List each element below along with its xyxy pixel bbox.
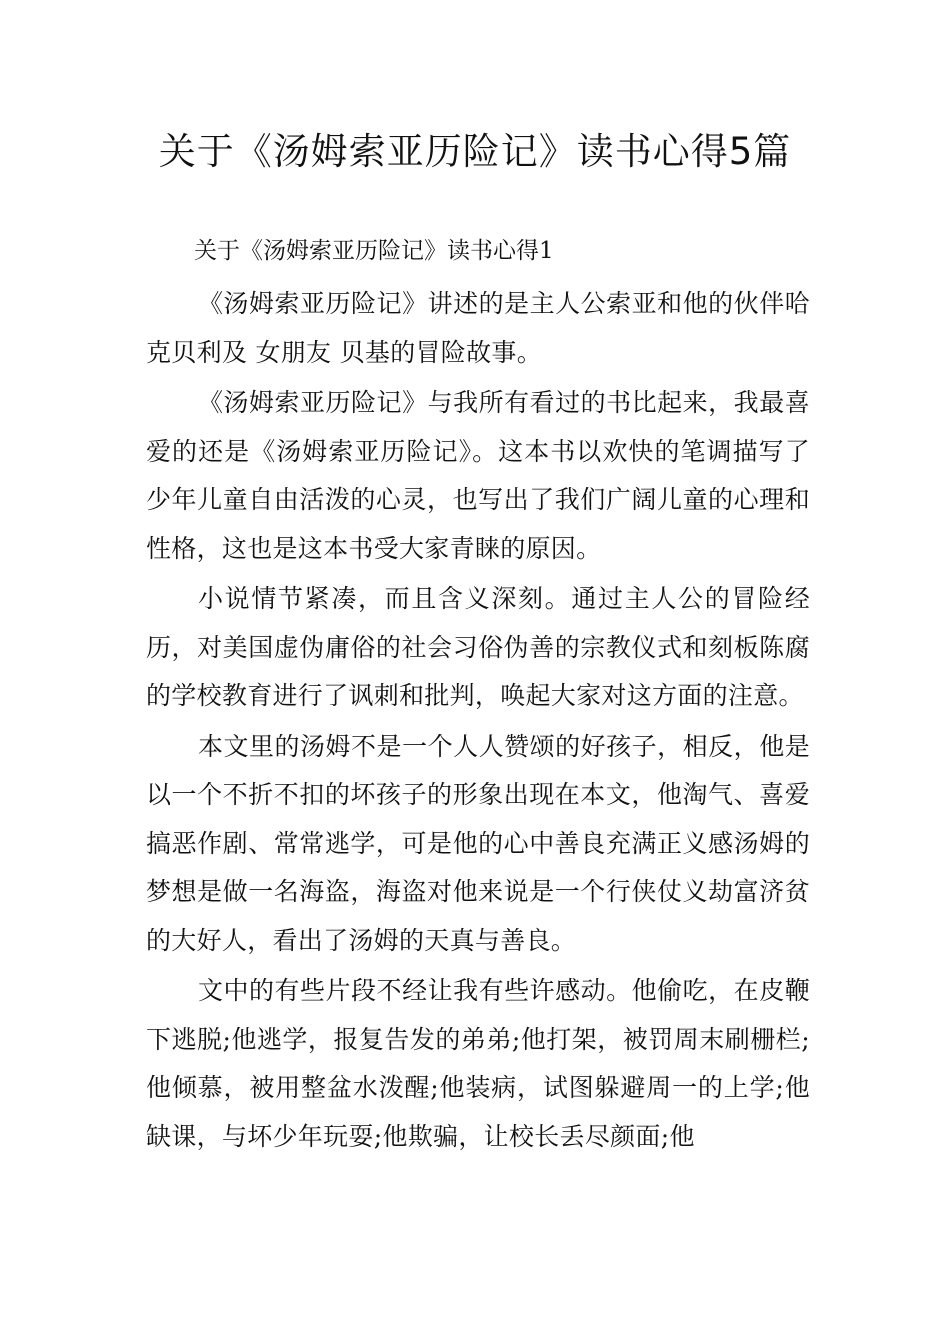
document-title: 关于《汤姆索亚历险记》读书心得5篇 (158, 130, 792, 173)
paragraph: 《汤姆索亚历险记》讲述的是主人公索亚和他的伙伴哈克贝利及 女朋友 贝基的冒险故事。 (146, 289, 810, 367)
paragraph: 文中的有些片段不经让我有些许感动。他偷吃，在皮鞭下逃脱;他逃学，报复告发的弟弟;他打架，被罚周末刷栅栏;他倾慕，被用整盆水泼醒;他装病，试图躲避周一的上学;他缺课，与坏少年玩耍;他欺骗，让校长丢尽颜面;他 (146, 976, 810, 1151)
document-body (146, 232, 810, 1161)
section-heading: 关于《汤姆索亚历险记》读书心得1 (194, 238, 554, 264)
paragraph: 《汤姆索亚历险记》与我所有看过的书比起来，我最喜爱的还是《汤姆索亚历险记》。这本书以欢快的笔调描写了少年儿童自由活泼的心灵，也写出了我们广阔儿童的心理和性格，这也是这本书受大家青睐的原因。 (146, 388, 810, 563)
paragraph: 小说情节紧凑，而且含义深刻。通过主人公的冒险经历，对美国虚伪庸俗的社会习俗伪善的宗教仪式和刻板陈腐的学校教育进行了讽刺和批判，唤起大家对这方面的注意。 (146, 584, 810, 710)
paragraph: 本文里的汤姆不是一个人人赞颂的好孩子，相反，他是以一个不折不扣的坏孩子的形象出现在本文，他淘气、喜爱搞恶作剧、常常逃学，可是他的心中善良充满正义感汤姆的梦想是做一名海盗，海盗对他来说是一个行侠仗义劫富济贫的大好人，看出了汤姆的天真与善良。 (146, 731, 810, 955)
